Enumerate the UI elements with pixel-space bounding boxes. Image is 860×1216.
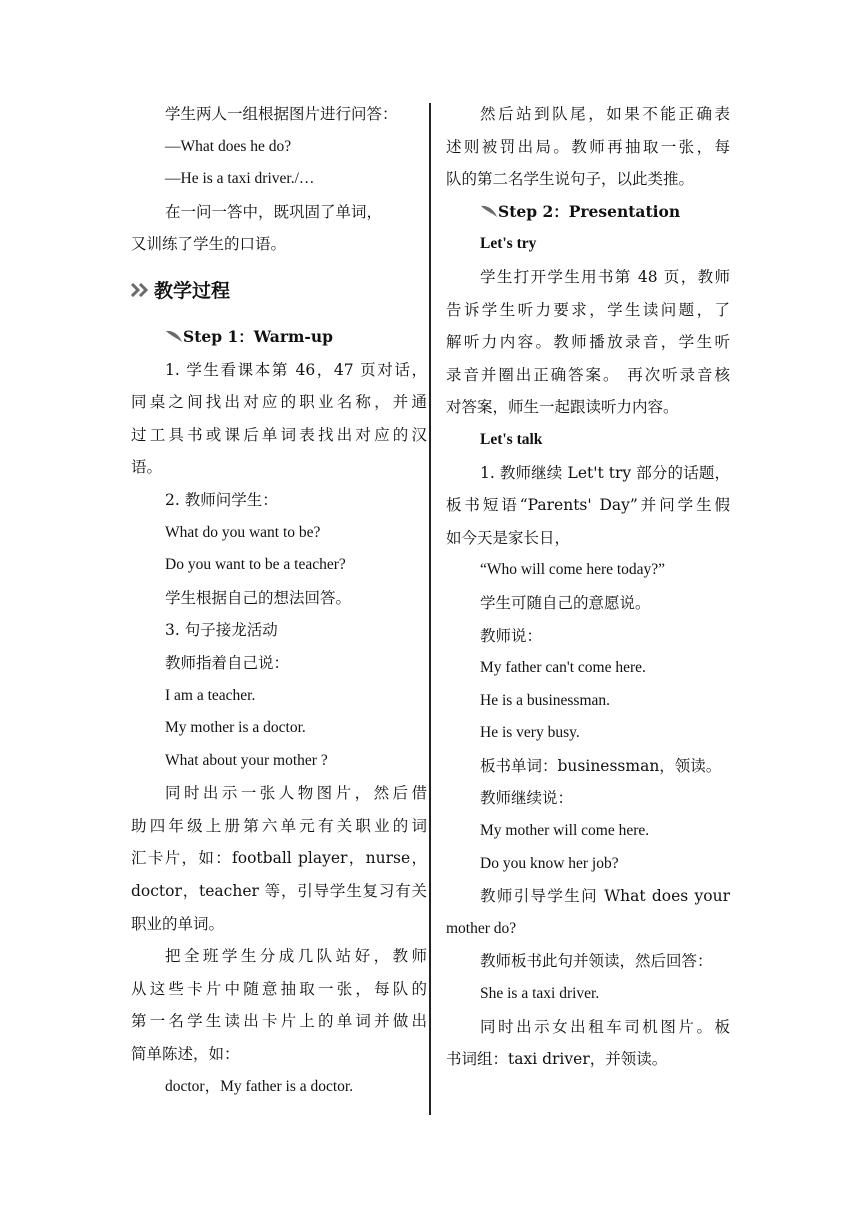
paragraph-line: 简单陈述，如： xyxy=(131,1045,240,1064)
paragraph-line: 队的第二名学生说句子，以此类推。 xyxy=(446,170,695,189)
paragraph-line: 语。 xyxy=(131,458,163,477)
paragraph-line: doctor，teacher 等，引导学生复习有关 xyxy=(131,882,427,901)
paragraph-line: 在一问一答中，既巩固了单词， xyxy=(165,202,383,221)
paragraph-line: 职业的单词。 xyxy=(131,914,225,933)
quill-pen-icon xyxy=(165,329,183,343)
section-heading xyxy=(131,267,427,315)
paragraph-line: 教师指着自己说： xyxy=(165,653,290,672)
paragraph-line: 解听力内容。教师播放录音，学生听 xyxy=(446,333,730,352)
paragraph-line: 从这些卡片中随意抽取一张，每队的 xyxy=(131,979,427,998)
paragraph-line: 教师板书此句并领读，然后回答： xyxy=(480,952,713,971)
english-sentence: Do you want to be a teacher? xyxy=(165,556,346,574)
paragraph-line: 学生根据自己的想法回答。 xyxy=(165,588,352,607)
paragraph-line: 把全班学生分成几队站好，教师 xyxy=(165,947,427,966)
step-title: Step 1：Warm-up xyxy=(183,326,333,346)
english-sentence: Do you know her job? xyxy=(480,854,619,872)
step-heading xyxy=(131,321,427,354)
paragraph-line: 如今天是家长日， xyxy=(446,528,571,547)
paragraph-line: 对答案，师生一起跟读听力内容。 xyxy=(446,398,679,417)
english-sentence: He is very busy. xyxy=(480,724,580,742)
english-sentence: My father can't come here. xyxy=(480,659,646,677)
column-divider xyxy=(429,103,431,1115)
english-sentence: What about your mother ? xyxy=(165,751,328,769)
paragraph-line: 又训练了学生的口语。 xyxy=(131,235,287,254)
paragraph-line: 过工具书或课后单词表找出对应的汉 xyxy=(131,425,427,444)
quill-pen-icon xyxy=(480,204,498,218)
paragraph-line: 第一名学生读出卡片上的单词并做出 xyxy=(131,1012,427,1031)
paragraph-line: 教师继续说： xyxy=(480,789,574,808)
paragraph-line: 板书单词：businessman，领读。 xyxy=(480,756,722,775)
left-column xyxy=(131,98,427,1103)
english-sentence: He is a businessman. xyxy=(480,691,611,709)
paragraph-line: 书词组：taxi driver，并领读。 xyxy=(446,1050,668,1069)
english-sentence: My mother will come here. xyxy=(480,822,650,840)
english-sentence: doctor，My father is a doctor. xyxy=(165,1077,354,1095)
step-title: Step 2：Presentation xyxy=(498,201,681,221)
paragraph-line: 助四年级上册第六单元有关职业的词 xyxy=(131,816,427,835)
dialog-question: —What does he do? xyxy=(165,137,292,155)
paragraph-line: 学生两人一组根据图片进行问答： xyxy=(165,105,398,123)
english-sentence: What do you want to be? xyxy=(165,523,321,541)
paragraph-line: 学生打开学生用书第 48 页，教师 xyxy=(480,267,730,286)
step-heading xyxy=(446,196,730,229)
double-chevron-icon xyxy=(131,283,153,297)
paragraph-line: 录音并圈出正确答案。 再次听录音核 xyxy=(446,365,730,384)
paragraph-line: 述则被罚出局。教师再抽取一张，每 xyxy=(446,137,730,156)
paragraph-line: 同时出示一张人物图片，然后借 xyxy=(165,784,427,803)
dialog-answer: —He is a taxi driver./… xyxy=(165,170,315,188)
paragraph-line: 然后站到队尾，如果不能正确表 xyxy=(480,105,730,123)
english-sentence: She is a taxi driver. xyxy=(480,985,600,1003)
english-sentence: My mother is a doctor. xyxy=(165,719,306,737)
subheading: Let's try xyxy=(480,235,537,253)
english-sentence: I am a teacher. xyxy=(165,686,256,704)
paragraph-line: 1. 学生看课本第 46，47 页对话， xyxy=(165,360,427,379)
paragraph-line: 学生可随自己的意愿说。 xyxy=(480,593,651,612)
paragraph-line: 2. 教师问学生： xyxy=(165,490,278,509)
paragraph-line: 3. 句子接龙活动 xyxy=(165,621,278,640)
paragraph-line: 教师引导学生问 What does your xyxy=(480,887,730,906)
english-sentence: “Who will come here today?” xyxy=(480,561,666,579)
paragraph-line: 教师说： xyxy=(480,626,543,645)
right-column xyxy=(446,98,730,1076)
subheading: Let's talk xyxy=(480,430,543,448)
paragraph-line: 板书短语“Parents' Day”并问学生假 xyxy=(446,496,730,515)
paragraph-line: 同时出示女出租车司机图片。板 xyxy=(480,1017,730,1036)
paragraph-line: 汇卡片，如：football player，nurse， xyxy=(131,849,427,868)
section-title: 教学过程 xyxy=(154,279,231,302)
paragraph-line: mother do? xyxy=(446,919,517,937)
paragraph-line: 1. 教师继续 Let't try 部分的话题， xyxy=(480,463,730,482)
paragraph-line: 告诉学生听力要求，学生读问题，了 xyxy=(446,300,730,319)
paragraph-line: 同桌之间找出对应的职业名称，并通 xyxy=(131,393,427,412)
